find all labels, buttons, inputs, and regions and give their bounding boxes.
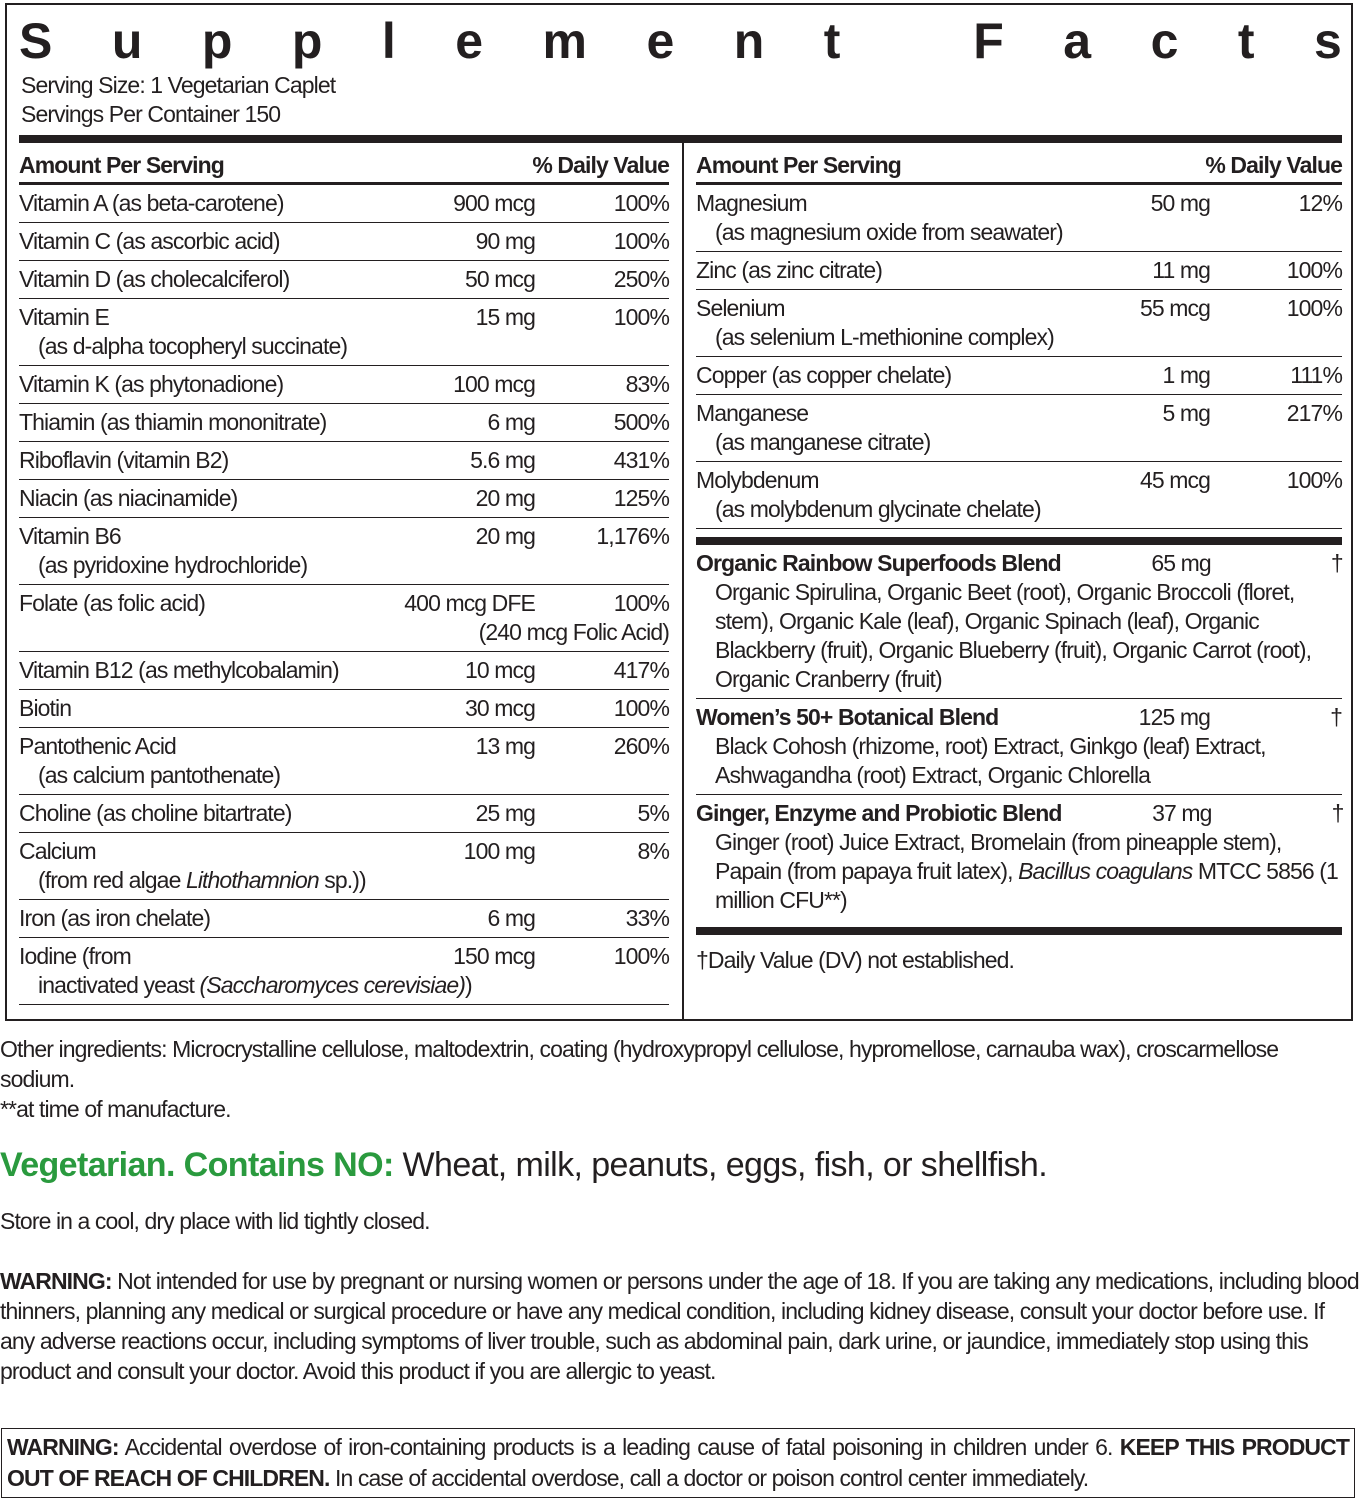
source-text: (as selenium L-methionine complex) bbox=[715, 324, 1054, 350]
nutrient-dv: 100% bbox=[613, 695, 669, 721]
blend-name: Organic Rainbow Superfoods Blend bbox=[696, 550, 1061, 576]
nutrient-row bbox=[696, 395, 1342, 462]
supplement-facts-panel bbox=[5, 3, 1353, 1021]
nutrient-dv: 100% bbox=[613, 228, 669, 254]
nutrient-amount: 11 mg bbox=[1152, 257, 1210, 283]
right-column bbox=[696, 145, 1342, 975]
source-end: ) bbox=[465, 972, 472, 998]
nutrient-row bbox=[19, 795, 669, 833]
title-letter: e bbox=[646, 13, 675, 69]
nutrient-amount: 6 mg bbox=[487, 905, 535, 931]
warning-label: WARNING: bbox=[0, 1268, 112, 1294]
nutrient-row bbox=[19, 223, 669, 261]
nutrient-row bbox=[19, 442, 669, 480]
nutrient-amount: 50 mg bbox=[1150, 190, 1210, 216]
blend-desc: Ginger (root) Juice Extract, Bromelain (from pineapple stem), Papain (from papaya fruit latex), bbox=[715, 829, 1282, 884]
nutrient-row bbox=[696, 357, 1342, 395]
nutrient-dv: 12% bbox=[1298, 190, 1342, 216]
nutrient-dv: 33% bbox=[625, 905, 669, 931]
blend-dv: † bbox=[1330, 550, 1343, 576]
title-letter: u bbox=[111, 13, 143, 69]
allergen-label: Vegetarian. Contains NO: bbox=[0, 1146, 394, 1184]
nutrient-name: Copper (as copper chelate) bbox=[696, 362, 952, 388]
blend-dv: † bbox=[1330, 704, 1342, 730]
nutrient-name: Choline (as choline bitartrate) bbox=[19, 800, 292, 826]
source-text: inactivated yeast bbox=[38, 972, 200, 998]
nutrient-row bbox=[19, 833, 669, 900]
nutrient-dv: 100% bbox=[613, 190, 669, 216]
nutrient-dv: 100% bbox=[1286, 257, 1342, 283]
nutrient-dv: 125% bbox=[613, 485, 669, 511]
left-column bbox=[19, 145, 669, 1005]
warning-body: Not intended for use by pregnant or nursing women or persons under the age of 18. If you are taking any medications, including blood thinners, planning any medical or surgical procedure or have any medical condition, including kidney disease, consult your doctor before use. If any adverse reactions occur, including symptoms of liver trouble, such as abdominal pain, dark urine, or jaundice, immediately stop using this product and consult your doctor. Avoid this product if you are allergic to yeast. bbox=[0, 1268, 1359, 1384]
nutrient-row bbox=[19, 728, 669, 795]
nutrient-row bbox=[19, 185, 669, 223]
nutrient-dv: 100% bbox=[613, 304, 669, 330]
nutrient-source bbox=[696, 323, 1342, 352]
blend-desc: Black Cohosh (rhizome, root) Extract, Ginkgo (leaf) Extract, Ashwagandha (root) Extract, Organic Chlorella bbox=[715, 733, 1266, 788]
nutrient-row bbox=[696, 462, 1342, 529]
nutrient-amount: 1 mg bbox=[1162, 362, 1210, 388]
nutrient-amount: 6 mg bbox=[487, 409, 535, 435]
iron-warning-label: WARNING: bbox=[7, 1434, 119, 1460]
source-text: (as calcium pantothenate) bbox=[38, 762, 281, 788]
iron-warning-box bbox=[1, 1428, 1355, 1498]
nutrient-amount: 100 mg bbox=[463, 838, 535, 864]
serving-size: Serving Size: 1 Vegetarian Caplet bbox=[21, 72, 336, 98]
nutrient-row bbox=[696, 185, 1342, 252]
source-end: sp.)) bbox=[318, 867, 366, 893]
nutrient-name: Zinc (as zinc citrate) bbox=[696, 257, 882, 283]
title-letter: F bbox=[973, 13, 1004, 69]
keep-out-of-reach: KEEP THIS PRODUCT OUT OF REACH OF CHILDREN. bbox=[7, 1434, 1350, 1491]
nutrient-row bbox=[696, 290, 1342, 357]
nutrient-name: Vitamin D (as cholecalciferol) bbox=[19, 266, 290, 292]
nutrient-source bbox=[19, 332, 669, 361]
nutrient-source bbox=[19, 971, 669, 1000]
nutrient-row bbox=[19, 585, 669, 652]
source-italic: Lithothamnion bbox=[185, 867, 319, 893]
serving-info bbox=[21, 71, 335, 129]
allergen-text: Wheat, milk, peanuts, eggs, fish, or shellfish. bbox=[393, 1146, 1048, 1184]
nutrient-row bbox=[19, 299, 669, 366]
blend-row bbox=[696, 699, 1342, 795]
nutrient-name: Calcium bbox=[19, 838, 96, 864]
source-text: (as molybdenum glycinate chelate) bbox=[715, 496, 1041, 522]
blend-desc-italic: Bacillus coagulans bbox=[1018, 858, 1193, 884]
nutrient-row bbox=[696, 252, 1342, 290]
nutrient-amount: 13 mg bbox=[475, 733, 535, 759]
title-letter: t bbox=[823, 13, 841, 69]
nutrient-dv: 500% bbox=[613, 409, 669, 435]
nutrient-source bbox=[19, 551, 669, 580]
title-letter: t bbox=[1237, 13, 1255, 69]
nutrient-name: Iodine (from bbox=[19, 943, 131, 969]
servings-per-container: Servings Per Container 150 bbox=[21, 101, 281, 127]
nutrient-dv: 100% bbox=[1286, 295, 1342, 321]
nutrient-amount: 100 mcg bbox=[453, 371, 535, 397]
nutrient-amount: 90 mg bbox=[475, 228, 535, 254]
nutrient-source bbox=[19, 866, 669, 895]
blend-amount: 65 mg bbox=[1151, 550, 1211, 576]
nutrient-dv: 100% bbox=[1286, 467, 1342, 493]
nutrient-dv: 100% bbox=[613, 943, 669, 969]
source-text: (as pyridoxine hydrochloride) bbox=[38, 552, 308, 578]
nutrient-row bbox=[19, 261, 669, 299]
amount-header: Amount Per Serving bbox=[696, 152, 901, 178]
title-letter: p bbox=[201, 13, 233, 69]
blend-ingredients bbox=[696, 578, 1342, 694]
nutrient-name: Folate (as folic acid) bbox=[19, 590, 205, 616]
source-text: (as d-alpha tocopheryl succinate) bbox=[38, 333, 348, 359]
nutrient-amount: 5 mg bbox=[1162, 400, 1210, 426]
amount-header: Amount Per Serving bbox=[19, 152, 224, 178]
nutrient-name: Vitamin B12 (as methylcobalamin) bbox=[19, 657, 339, 683]
allergen-statement bbox=[0, 1146, 1047, 1185]
nutrient-amount: 900 mcg bbox=[453, 190, 535, 216]
thick-divider bbox=[696, 927, 1342, 935]
nutrient-name: Vitamin C (as ascorbic acid) bbox=[19, 228, 280, 254]
nutrient-name: Pantothenic Acid bbox=[19, 733, 176, 759]
title-letter: e bbox=[455, 13, 484, 69]
blend-row bbox=[696, 795, 1342, 919]
nutrient-amount: 30 mcg bbox=[464, 695, 535, 721]
source-text: (as manganese citrate) bbox=[715, 429, 931, 455]
nutrient-dv: 1,176% bbox=[596, 523, 669, 549]
storage-instructions: Store in a cool, dry place with lid tightly closed. bbox=[0, 1208, 430, 1234]
other-ingredients-text: Other ingredients: Microcrystalline cellulose, maltodextrin, coating (hydroxypropyl cellulose, hypromellose, carnauba wax), croscarmellose sodium. bbox=[0, 1036, 1279, 1092]
nutrient-amount: 20 mg bbox=[475, 485, 535, 511]
nutrient-amount: 50 mcg bbox=[464, 266, 535, 292]
column-header bbox=[19, 145, 669, 185]
column-header bbox=[696, 145, 1342, 185]
title-letter bbox=[900, 13, 914, 69]
nutrient-name: Molybdenum bbox=[696, 467, 819, 493]
nutrient-amount: 20 mg bbox=[475, 523, 535, 549]
panel-title bbox=[19, 13, 1342, 69]
nutrient-amount: 150 mcg bbox=[453, 943, 535, 969]
dv-header: % Daily Value bbox=[532, 152, 669, 178]
nutrient-name: Vitamin A (as beta-carotene) bbox=[19, 190, 284, 216]
title-letter: n bbox=[733, 13, 765, 69]
nutrient-name: Vitamin B6 bbox=[19, 523, 121, 549]
thick-divider bbox=[696, 537, 1342, 545]
nutrient-source bbox=[696, 428, 1342, 457]
title-letter: m bbox=[542, 13, 587, 69]
title-letter: p bbox=[291, 13, 323, 69]
nutrient-row bbox=[19, 404, 669, 442]
nutrient-dv: 260% bbox=[613, 733, 669, 759]
nutrient-row bbox=[19, 480, 669, 518]
nutrient-source bbox=[696, 218, 1342, 247]
blend-amount: 125 mg bbox=[1138, 704, 1210, 730]
blend-name: Ginger, Enzyme and Probiotic Blend bbox=[696, 800, 1062, 826]
nutrient-dv: 100% bbox=[613, 590, 669, 616]
footnote: †Daily Value (DV) not established. bbox=[696, 947, 1014, 973]
warning-text bbox=[0, 1266, 1361, 1386]
nutrient-dv: 217% bbox=[1286, 400, 1342, 426]
blend-name: Women’s 50+ Botanical Blend bbox=[696, 704, 999, 730]
title-letter: s bbox=[1313, 13, 1342, 69]
nutrient-amount: 25 mg bbox=[475, 800, 535, 826]
title-letter: S bbox=[19, 13, 53, 69]
nutrient-row bbox=[19, 900, 669, 938]
title-letter: l bbox=[381, 13, 396, 69]
nutrient-dv: 431% bbox=[613, 447, 669, 473]
nutrient-amount: 15 mg bbox=[475, 304, 535, 330]
nutrient-dv: 8% bbox=[637, 838, 669, 864]
nutrient-name: Magnesium bbox=[696, 190, 807, 216]
source-text: (from red algae bbox=[38, 867, 186, 893]
other-ingredients bbox=[0, 1034, 1340, 1124]
nutrient-source bbox=[696, 495, 1342, 524]
iron-warning-end: In case of accidental overdose, call a doctor or poison control center immediately. bbox=[329, 1465, 1089, 1491]
nutrient-name: Thiamin (as thiamin mononitrate) bbox=[19, 409, 327, 435]
blend-ingredients bbox=[696, 828, 1342, 915]
nutrient-amount: 400 mcg DFE bbox=[404, 590, 535, 616]
nutrient-name: Manganese bbox=[696, 400, 809, 426]
blend-amount: 37 mg bbox=[1152, 800, 1212, 826]
nutrient-dv: 111% bbox=[1290, 362, 1342, 388]
nutrient-name: Biotin bbox=[19, 695, 72, 721]
title-letter: a bbox=[1063, 13, 1092, 69]
nutrient-name: Vitamin E bbox=[19, 304, 109, 330]
nutrient-dv: 417% bbox=[613, 657, 669, 683]
manufacture-note: **at time of manufacture. bbox=[0, 1096, 231, 1122]
nutrient-row bbox=[19, 652, 669, 690]
blend-desc: Organic Spirulina, Organic Beet (root), Organic Broccoli (floret, stem), Organic Kale (leaf), Organic Spinach (leaf), Organic Blackberry (fruit), Organic Blueberry (fruit), Organic Carrot (root), Organic Cranberry (fruit) bbox=[715, 579, 1312, 692]
source-text: (as magnesium oxide from seawater) bbox=[715, 219, 1063, 245]
source-italic: (Saccharomyces cerevisiae) bbox=[199, 972, 465, 998]
nutrient-name: Riboflavin (vitamin B2) bbox=[19, 447, 229, 473]
nutrient-amount: 10 mcg bbox=[464, 657, 535, 683]
iron-warning-text: Accidental overdose of iron-containing products is a leading cause of fatal poisoning in children under 6. bbox=[118, 1434, 1120, 1460]
nutrient-row bbox=[19, 366, 669, 404]
title-letter: c bbox=[1150, 13, 1179, 69]
thick-divider bbox=[19, 135, 1342, 143]
blend-desc-end: MTCC 5856 (1 million CFU**) bbox=[715, 858, 1338, 913]
nutrient-amount: 45 mcg bbox=[1139, 467, 1210, 493]
nutrient-name: Niacin (as niacinamide) bbox=[19, 485, 238, 511]
nutrient-source bbox=[19, 761, 669, 790]
column-divider bbox=[682, 143, 684, 1021]
nutrient-row bbox=[19, 938, 669, 1005]
blend-dv: † bbox=[1331, 800, 1344, 826]
nutrient-dv: 83% bbox=[625, 371, 669, 397]
nutrient-name: Iron (as iron chelate) bbox=[19, 905, 211, 931]
dv-header: % Daily Value bbox=[1205, 152, 1342, 178]
nutrient-dv: 5% bbox=[637, 800, 669, 826]
nutrient-row bbox=[19, 690, 669, 728]
nutrient-row bbox=[19, 518, 669, 585]
blend-row bbox=[696, 545, 1342, 699]
blend-ingredients bbox=[696, 732, 1342, 790]
nutrient-name: Vitamin K (as phytonadione) bbox=[19, 371, 284, 397]
nutrient-amount-detail: (240 mcg Folic Acid) bbox=[478, 619, 669, 645]
nutrient-dv: 250% bbox=[613, 266, 669, 292]
nutrient-amount: 5.6 mg bbox=[470, 447, 535, 473]
nutrient-name: Selenium bbox=[696, 295, 785, 321]
nutrient-amount: 55 mcg bbox=[1139, 295, 1210, 321]
